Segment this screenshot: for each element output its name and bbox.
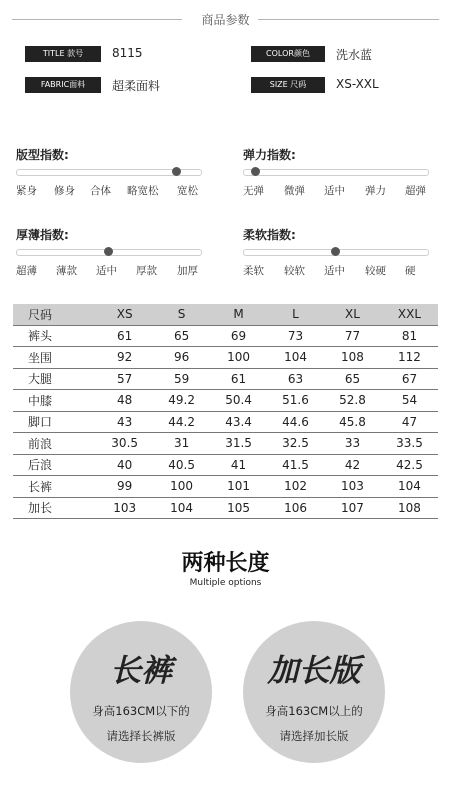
stretch-label: 适中: [324, 185, 345, 197]
table-cell: 73: [267, 325, 324, 347]
table-header-cell: M: [210, 304, 267, 325]
table-cell: 50.4: [210, 390, 267, 412]
option-desc-line1: 身高163CM以上的: [265, 704, 363, 718]
table-cell: 104: [381, 476, 438, 498]
softness-index-knob: [331, 247, 340, 256]
table-row: [13, 325, 438, 347]
table-cell: 44.2: [153, 411, 210, 433]
stretch-label: 无弹: [243, 185, 264, 197]
size-value: XS-XXL: [336, 77, 379, 91]
option-desc-line2: 请选择加长版: [279, 729, 349, 743]
table-cell: 92: [96, 347, 153, 369]
table-cell: 前浪: [13, 433, 96, 455]
table-cell: 32.5: [267, 433, 324, 455]
option-name: 长裤: [110, 653, 172, 689]
table-cell: 102: [267, 476, 324, 498]
table-cell: 57: [96, 368, 153, 390]
table-cell: 44.6: [267, 411, 324, 433]
table-cell: 48: [96, 390, 153, 412]
stretch-index-track: [243, 169, 429, 176]
table-header-cell: XL: [324, 304, 381, 325]
table-row: [13, 476, 438, 498]
table-cell: 103: [324, 476, 381, 498]
table-cell: 100: [153, 476, 210, 498]
table-cell: 33.5: [381, 433, 438, 455]
table-cell: 61: [96, 325, 153, 347]
option-desc-line1: 身高163CM以下的: [92, 704, 190, 718]
table-cell: 54: [381, 390, 438, 412]
table-cell: 40: [96, 454, 153, 476]
fit-index-title: 版型指数:: [16, 148, 69, 162]
table-row: [13, 497, 438, 519]
table-cell: 61: [210, 368, 267, 390]
table-cell: 脚口: [13, 411, 96, 433]
table-cell: 45.8: [324, 411, 381, 433]
stretch-label: 弹力: [365, 185, 386, 197]
thickness-label: 适中: [96, 265, 117, 277]
table-cell: 坐围: [13, 347, 96, 369]
table-cell: 59: [153, 368, 210, 390]
table-cell: 52.8: [324, 390, 381, 412]
table-row: [13, 411, 438, 433]
options-title: 两种长度: [181, 551, 270, 576]
table-cell: 长裤: [13, 476, 96, 498]
table-cell: 41: [210, 454, 267, 476]
table-cell: 65: [153, 325, 210, 347]
table-cell: 103: [96, 497, 153, 519]
table-cell: 43.4: [210, 411, 267, 433]
table-cell: 后浪: [13, 454, 96, 476]
table-cell: 49.2: [153, 390, 210, 412]
table-cell: 105: [210, 497, 267, 519]
option-desc-line2: 请选择长裤版: [106, 729, 176, 743]
table-cell: 96: [153, 347, 210, 369]
table-cell: 51.6: [267, 390, 324, 412]
table-row: [13, 390, 438, 412]
table-header-cell: XXL: [381, 304, 438, 325]
table-cell: 41.5: [267, 454, 324, 476]
table-cell: 81: [381, 325, 438, 347]
color-value: 洗水蓝: [336, 48, 373, 62]
table-cell: 30.5: [96, 433, 153, 455]
option-name: 加长版: [267, 653, 361, 689]
softness-label: 硬: [405, 265, 416, 277]
fabric-value: 超柔面料: [112, 79, 161, 93]
table-row: [13, 433, 438, 455]
title-tag: TITLE 款号: [25, 46, 101, 62]
table-cell: 104: [153, 497, 210, 519]
table-cell: 中膝: [13, 390, 96, 412]
thickness-label: 超薄: [16, 265, 37, 277]
fit-index-knob: [172, 167, 181, 176]
table-row: [13, 368, 438, 390]
thickness-label: 加厚: [177, 265, 198, 277]
size-table: [13, 304, 438, 519]
table-cell: 69: [210, 325, 267, 347]
stretch-index-title: 弹力指数:: [243, 148, 296, 162]
thickness-index-knob: [104, 247, 113, 256]
table-header-row: [13, 304, 438, 325]
table-row: [13, 347, 438, 369]
thickness-index-title: 厚薄指数:: [16, 228, 69, 242]
table-cell: 99: [96, 476, 153, 498]
table-cell: 67: [381, 368, 438, 390]
table-cell: 大腿: [13, 368, 96, 390]
option-extended: [243, 621, 385, 763]
table-header-cell: L: [267, 304, 324, 325]
fabric-tag: FABRIC面料: [25, 77, 101, 93]
table-cell: 63: [267, 368, 324, 390]
size-tag: SIZE 尺码: [251, 77, 325, 93]
table-cell: 77: [324, 325, 381, 347]
table-cell: 33: [324, 433, 381, 455]
fit-label: 合体: [90, 185, 111, 197]
fit-label: 紧身: [16, 185, 37, 197]
table-cell: 100: [210, 347, 267, 369]
stretch-label: 超弹: [405, 185, 426, 197]
softness-label: 适中: [324, 265, 345, 277]
thickness-label: 厚款: [136, 265, 157, 277]
table-cell: 31.5: [210, 433, 267, 455]
option-long-pants: [70, 621, 212, 763]
table-cell: 43: [96, 411, 153, 433]
table-cell: 107: [324, 497, 381, 519]
title-value: 8115: [112, 46, 143, 60]
softness-label: 较硬: [365, 265, 386, 277]
fit-label: 略宽松: [127, 185, 159, 197]
table-cell: 112: [381, 347, 438, 369]
table-cell: 31: [153, 433, 210, 455]
options-subtitle: Multiple options: [189, 578, 262, 588]
table-cell: 108: [381, 497, 438, 519]
table-cell: 42.5: [381, 454, 438, 476]
table-cell: 65: [324, 368, 381, 390]
section-title: 商品参数: [201, 13, 250, 27]
table-cell: 40.5: [153, 454, 210, 476]
table-header-cell: XS: [96, 304, 153, 325]
fit-label: 宽松: [177, 185, 198, 197]
softness-label: 柔软: [243, 265, 264, 277]
table-cell: 106: [267, 497, 324, 519]
table-cell: 108: [324, 347, 381, 369]
stretch-label: 微弹: [284, 185, 305, 197]
header-divider-right: [258, 19, 439, 20]
softness-label: 较软: [284, 265, 305, 277]
table-cell: 101: [210, 476, 267, 498]
table-cell: 47: [381, 411, 438, 433]
table-header-cell: S: [153, 304, 210, 325]
color-tag: COLOR颜色: [251, 46, 325, 62]
table-cell: 42: [324, 454, 381, 476]
softness-index-title: 柔软指数:: [243, 228, 296, 242]
table-header-cell: 尺码: [13, 304, 96, 325]
fit-label: 修身: [54, 185, 75, 197]
table-cell: 104: [267, 347, 324, 369]
table-cell: 加长: [13, 497, 96, 519]
table-cell: 裤头: [13, 325, 96, 347]
thickness-label: 薄款: [56, 265, 77, 277]
table-row: [13, 454, 438, 476]
